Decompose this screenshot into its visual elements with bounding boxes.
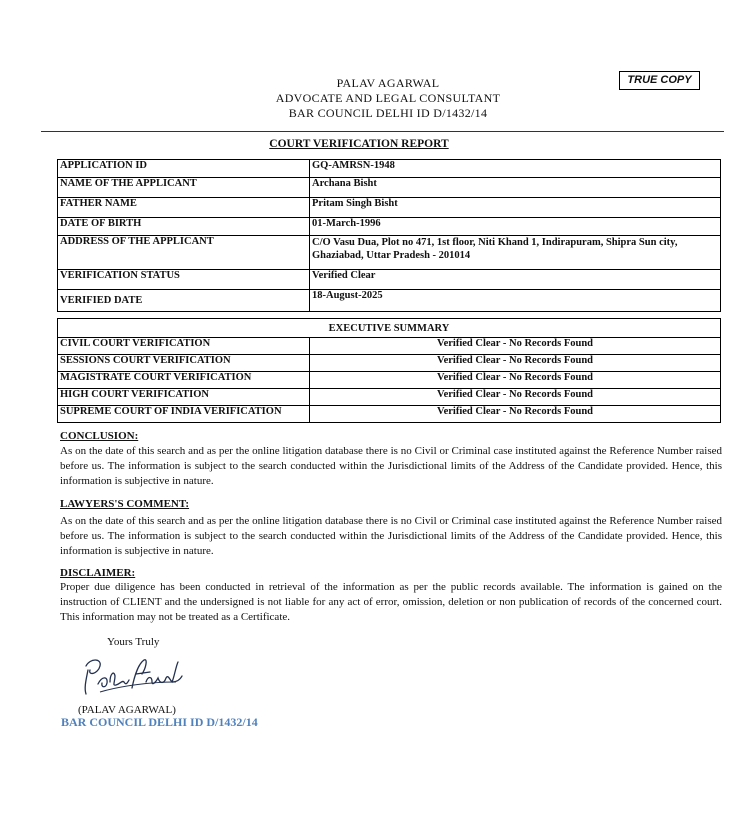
conclusion-text: As on the date of this search and as per the online litigation database there is no Civil or Criminal case instituted against the Reference Number raised before us. The information is subject to the search conducted within the Jurisdictional limits of the Address of the Candidate provided. Hence, this information is subjective in nature. — [60, 445, 722, 487]
detail-value: Archana Bisht — [310, 178, 721, 198]
closing-salutation: Yours Truly — [107, 636, 160, 648]
detail-label: FATHER NAME — [58, 198, 310, 218]
table-row — [58, 270, 721, 290]
summary-label: CIVIL COURT VERIFICATION — [58, 338, 310, 355]
true-copy-stamp: TRUE COPY — [619, 71, 700, 90]
summary-value: Verified Clear - No Records Found — [310, 389, 721, 406]
table-row — [58, 338, 721, 355]
summary-value: Verified Clear - No Records Found — [310, 372, 721, 389]
table-row — [58, 389, 721, 406]
summary-label: HIGH COURT VERIFICATION — [58, 389, 310, 406]
detail-label: VERIFICATION STATUS — [58, 270, 310, 290]
detail-label: ADDRESS OF THE APPLICANT — [58, 236, 310, 270]
table-row — [58, 372, 721, 389]
table-row — [58, 178, 721, 198]
summary-label: SUPREME COURT OF INDIA VERIFICATION — [58, 406, 310, 423]
detail-value: Verified Clear — [310, 270, 721, 290]
summary-label: SESSIONS COURT VERIFICATION — [58, 355, 310, 372]
table-row — [58, 160, 721, 178]
table-row — [58, 355, 721, 372]
letterhead-name: PALAV AGARWAL — [336, 76, 440, 90]
report-title: COURT VERIFICATION REPORT — [269, 138, 449, 150]
executive-summary-table — [57, 318, 721, 423]
summary-label: MAGISTRATE COURT VERIFICATION — [58, 372, 310, 389]
detail-label: DATE OF BIRTH — [58, 218, 310, 236]
header-divider — [41, 131, 724, 132]
detail-label: APPLICATION ID — [58, 160, 310, 178]
letterhead-designation: ADVOCATE AND LEGAL CONSULTANT — [275, 91, 501, 105]
detail-label: NAME OF THE APPLICANT — [58, 178, 310, 198]
detail-value: GQ-AMRSN-1948 — [310, 160, 721, 178]
table-row — [58, 406, 721, 423]
lawyers-comment-heading: LAWYERS'S COMMENT: — [60, 498, 190, 510]
conclusion-heading: CONCLUSION: — [60, 430, 139, 442]
signatory-name: (PALAV AGARWAL) — [78, 704, 176, 716]
executive-summary-heading: EXECUTIVE SUMMARY — [58, 319, 721, 338]
applicant-details-table — [57, 159, 721, 312]
summary-value: Verified Clear - No Records Found — [310, 355, 721, 372]
detail-value: C/O Vasu Dua, Plot no 471, 1st floor, Niti Khand 1, Indirapuram, Shipra Sun city, Ghaziabad, Uttar Pradesh - 201014 — [310, 236, 721, 270]
detail-label: VERIFIED DATE — [58, 290, 310, 312]
table-row — [58, 198, 721, 218]
signatory-bar-id: BAR COUNCIL DELHI ID D/1432/14 — [61, 715, 258, 729]
summary-value: Verified Clear - No Records Found — [310, 406, 721, 423]
detail-value: Pritam Singh Bisht — [310, 198, 721, 218]
letterhead-bar-id: BAR COUNCIL DELHI ID D/1432/14 — [288, 106, 488, 120]
table-row — [58, 236, 721, 270]
detail-value: 01-March-1996 — [310, 218, 721, 236]
summary-value: Verified Clear - No Records Found — [310, 338, 721, 355]
lawyers-comment-text: As on the date of this search and as per the online litigation database there is no Civil or Criminal case instituted against the Reference Number raised before us. The information is subject to the search conducted within the Jurisdictional limits of the Address of the Candidate provided. Hence, this information is subjective in nature. — [60, 515, 722, 557]
table-row — [58, 319, 721, 338]
handwritten-signature — [80, 652, 190, 698]
table-row — [58, 290, 721, 312]
detail-value: 18-August-2025 — [310, 290, 721, 312]
disclaimer-heading: DISCLAIMER: — [60, 567, 136, 579]
table-row — [58, 218, 721, 236]
disclaimer-text: Proper due diligence has been conducted in retrieval of the information as per the public records available. The information is gained on the instruction of CLIENT and the undersigned is not liable for any act of error, omission, deletion or non publication of records of the concerned court. This information may not be treated as a Certificate. — [60, 581, 722, 623]
